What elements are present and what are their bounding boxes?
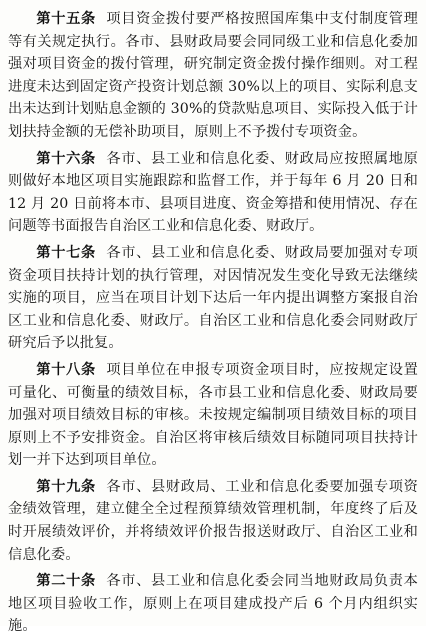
- article-heading: 第十六条: [36, 150, 96, 167]
- article-body: 各市、县工业和信息化委会同当地财政局负责本地区项目验收工作，原则上在项目建成投产后 6 个月内组织实施。: [8, 573, 418, 635]
- article-heading: 第二十条: [36, 573, 96, 590]
- article-heading: 第十五条: [36, 11, 96, 27]
- article-body: 各市、县工业和信息化委、财政局应按照属地原则做好本地区项目实施跟踪和监督工作，并于每年 6 月 20 日和 12 月 20 日前将本市、县项目进度、资金筹措和使用情况、存在问题等书面报告自治区工业和信息化委、财政厅。: [8, 150, 418, 235]
- article-heading: 第十九条: [36, 478, 96, 495]
- article-body: 各市、县工业和信息化委、财政局要加强对专项资金项目扶持计划的执行管理，对因情况发生变化导致无法继续实施的项目，应当在项目计划下达后一年内提出调整方案报自治区工业和信息化委、财政厅。自治区工业和信息化委会同财政厅研究后予以批复。: [8, 244, 418, 352]
- article-heading: 第十七条: [36, 244, 96, 261]
- article-body: 各市、县财政局、工业和信息化委要加强专项资金绩效管理，建立健全全过程预算绩效管理机制，年度终了后及时开展绩效评价，并将绩效评价报告报送财政厅、自治区工业和信息化委。: [8, 478, 418, 563]
- article-body: 项目单位在申报专项资金项目时，应按规定设置可量化、可衡量的绩效目标，各市县工业和信息化委、财政局要加强对项目绩效目标的审核。未按规定编制项目绩效目标的项目原则上不予安排资金。自治区将审核后绩效目标随同项目扶持计划一并下达到项目单位。: [8, 361, 418, 469]
- article-15: [8, 8, 418, 144]
- article-20: [8, 570, 418, 638]
- article-19: [8, 476, 418, 566]
- article-body: 项目资金拨付要严格按照国库集中支付制度管理等有关规定执行。各市、县财政局要会同同级工业和信息化委加强对项目资金的拨付管理，研究制定资金拨付操作细则。对工程进度未达到固定资产投资计划总额 30%以上的项目、实际利息支出未达到计划贴息金额的 30%的贷款贴息项目、实际投入低于计划扶持金额的无偿补助项目，原则上不予拨付专项资金。: [8, 11, 418, 140]
- article-18: [8, 359, 418, 472]
- article-16: [8, 148, 418, 238]
- article-heading: 第十八条: [36, 361, 96, 378]
- article-17: [8, 242, 418, 355]
